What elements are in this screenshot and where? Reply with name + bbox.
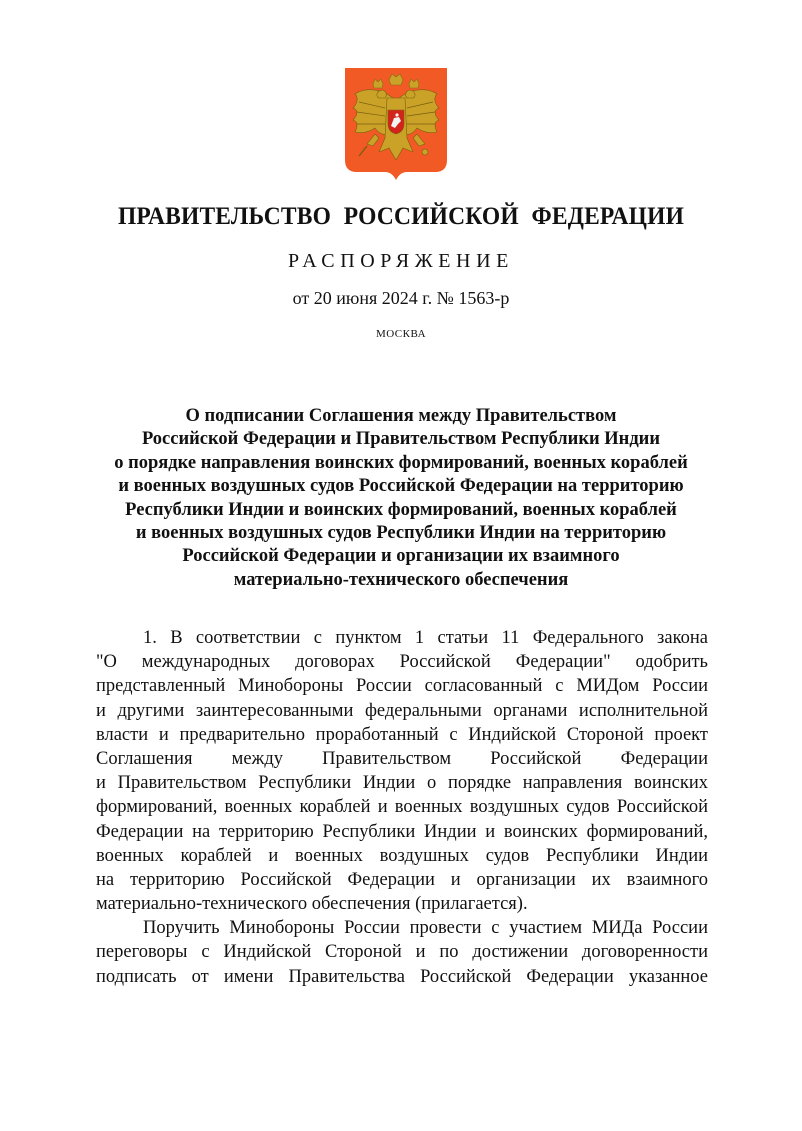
body-line: и другими заинтересованными федеральными органами исполнительной (96, 700, 708, 721)
subject-line: о порядке направления воинских формирований, военных кораблей (114, 452, 688, 473)
document-body (96, 626, 708, 989)
organization-title: ПРАВИТЕЛЬСТВО РОССИЙСКОЙ ФЕДЕРАЦИИ (117, 203, 685, 230)
body-line: Поручить Минобороны России провести с участием МИДа России (143, 918, 708, 939)
body-line: власти и предварительно проработанный с Индийской Стороной проект (96, 724, 708, 745)
document-type: РАСПОРЯЖЕНИЕ (288, 250, 514, 272)
subject-line: и военных воздушных судов Российской Федерации на территорию (118, 476, 684, 497)
subject-line: О подписании Соглашения между Правительством (185, 406, 617, 426)
body-line: Соглашения между Правительством Российской Федерации (96, 748, 708, 769)
body-line: подписать от имени Правительства Российской Федерации указанное (96, 966, 708, 987)
subject-line: материально-технического обеспечения (233, 569, 569, 590)
subject-line: и военных воздушных судов Республики Индии на территорию (135, 523, 667, 544)
body-line: 1. В соответствии с пунктом 1 статьи 11 Федерального закона (143, 628, 708, 648)
subject-line: Российской Федерации и Правительством Республики Индии (141, 429, 661, 450)
body-line: представленный Минобороны России согласованный с МИДом России (96, 676, 708, 697)
coat-of-arms-emblem (345, 68, 447, 180)
body-line: "О международных договорах Российской Федерации" одобрить (96, 652, 708, 673)
document-subject (60, 405, 742, 592)
body-line: на территорию Российской Федерации и организации их взаимного (96, 869, 708, 890)
body-line: материально-технического обеспечения (прилагается). (96, 894, 528, 915)
document-date-number: от 20 июня 2024 г. № 1563-р (292, 288, 510, 308)
subject-line: Российской Федерации и организации их взаимного (182, 546, 620, 567)
body-line: формирований, военных кораблей и военных воздушных судов Российской (96, 797, 708, 818)
body-line: военных кораблей и военных воздушных судов Республики Индии (96, 845, 708, 866)
document-place: МОСКВА (375, 328, 427, 340)
subject-line: Республики Индии и воинских формирований, военных кораблей (125, 499, 677, 520)
body-line: и Правительством Республики Индии о порядке направления воинских (96, 773, 708, 794)
body-line: Федерации на территорию Республики Индии и воинских формирований, (96, 821, 708, 842)
body-line: переговоры с Индийской Стороной и по достижении договоренности (96, 942, 708, 963)
